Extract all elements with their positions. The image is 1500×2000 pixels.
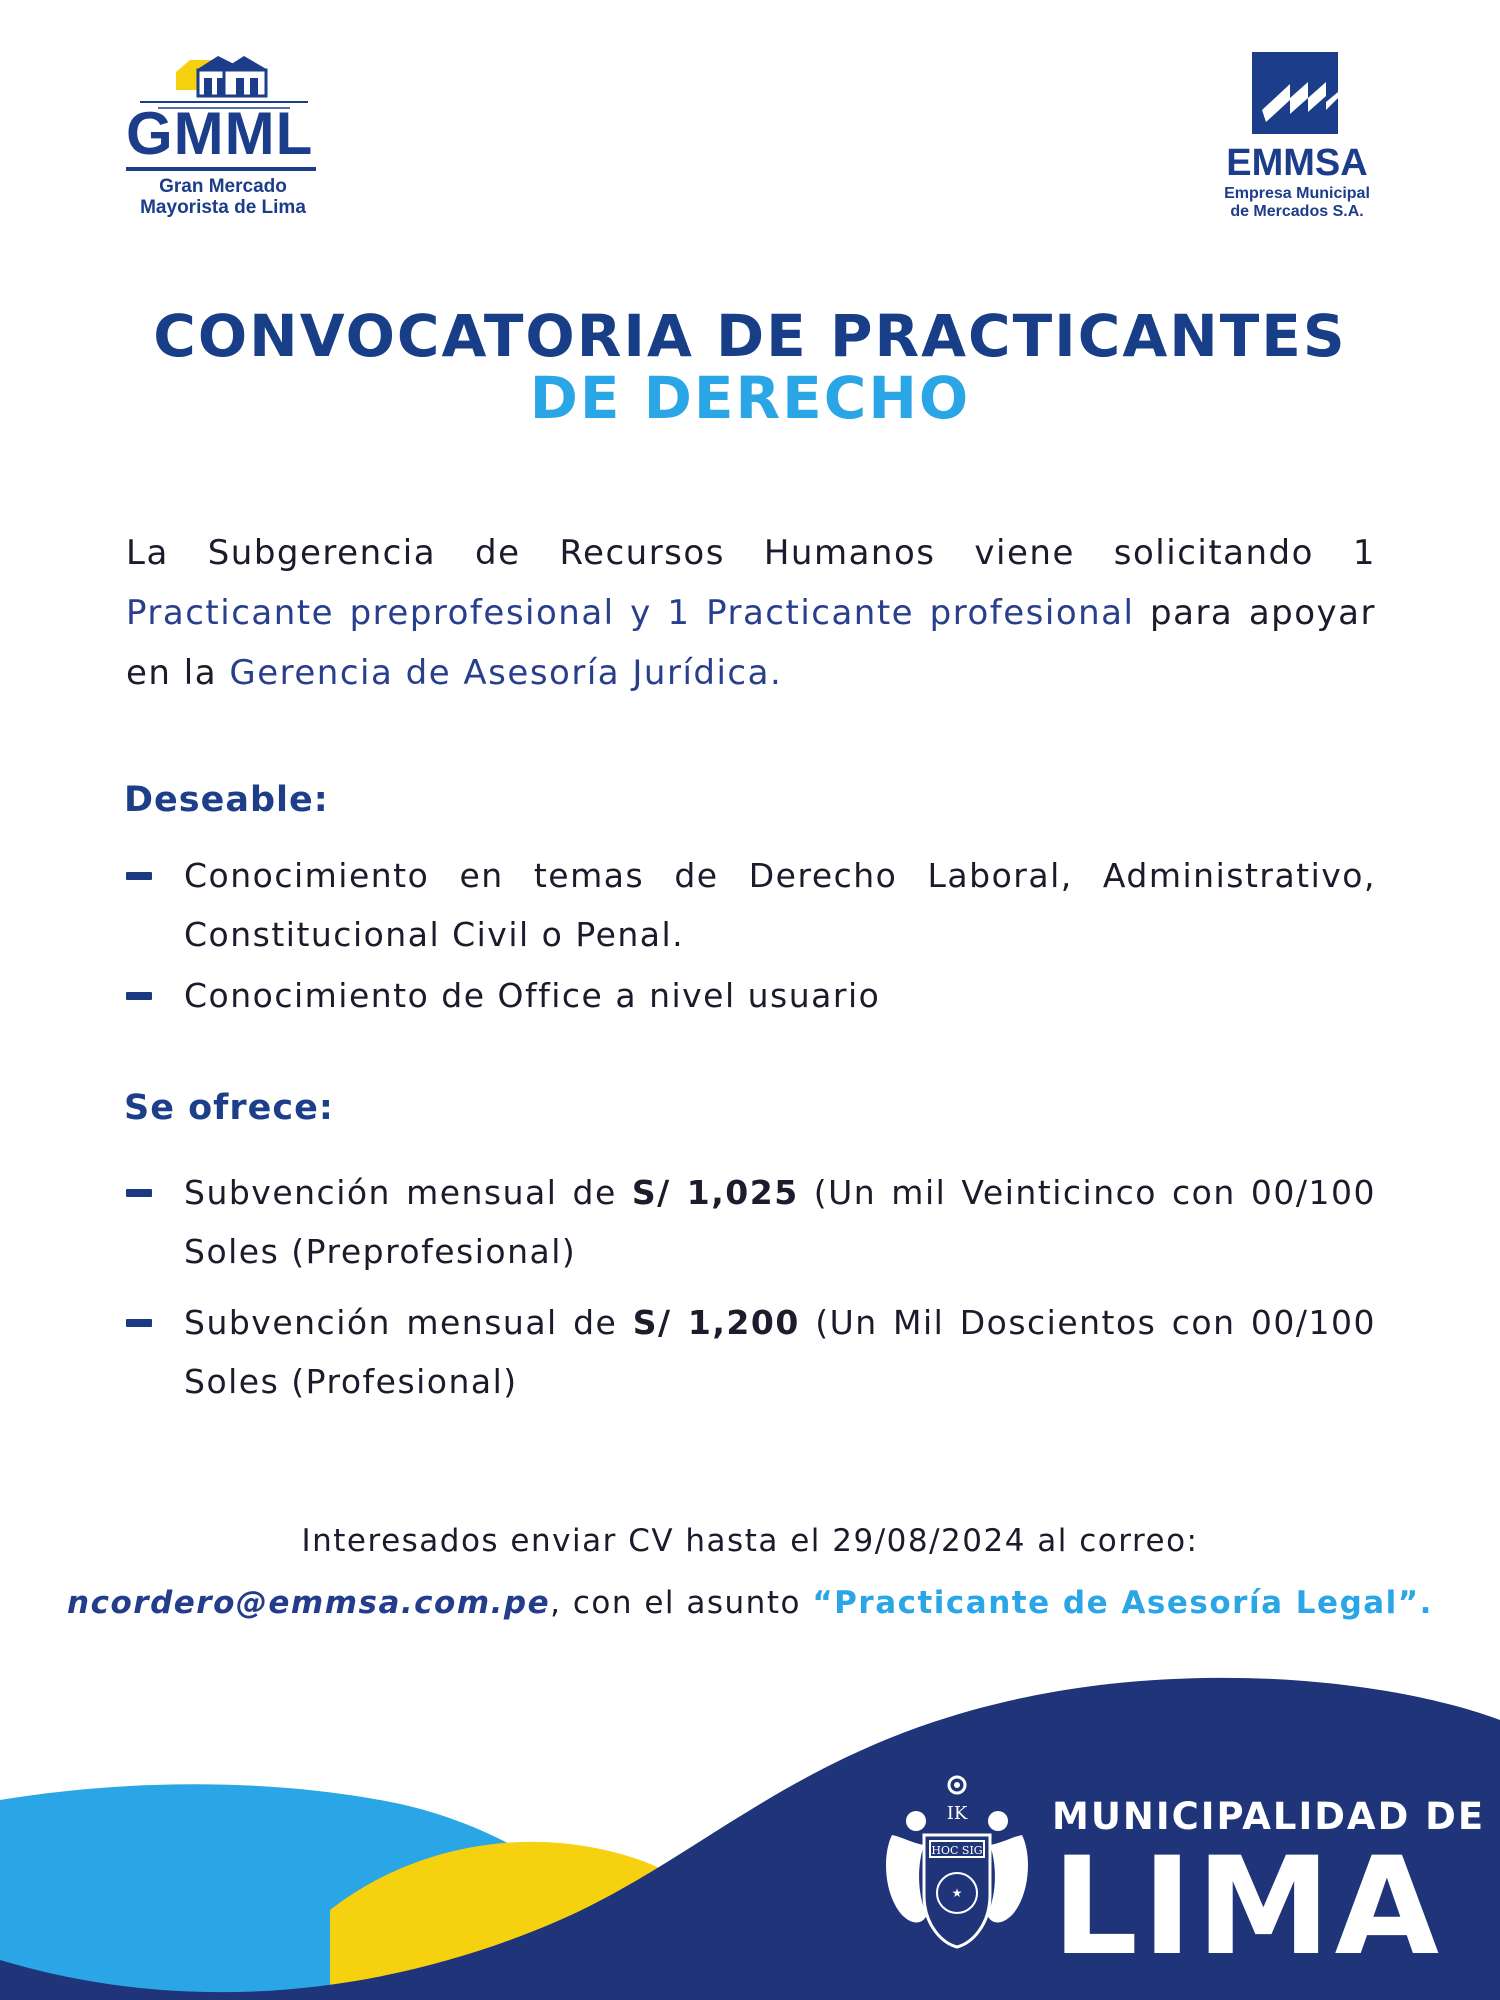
email-line [0,1572,1500,1634]
intro-text-1: La Subgerencia de Recursos Humanos viene solicitando 1 [126,533,1376,573]
emmsa-line2: de Mercados S.A. [1230,203,1364,220]
municipalidad-wordmark [1052,1795,1486,1985]
intro-paragraph [126,523,1376,703]
deadline-text: Interesados enviar CV hasta el 29/08/2024 al correo: [301,1523,1199,1559]
deseable-item-text: Conocimiento de Office a nivel usuario [184,976,881,1015]
ofrece-list [126,1163,1376,1423]
ofrece-item-pre: Subvención mensual de [184,1303,633,1342]
intro-highlight-department: Gerencia de Asesoría Jurídica. [229,653,783,693]
emmsa-acronym: EMMSA [1226,142,1368,184]
application-instructions [0,1510,1500,1634]
gmml-line1: Gran Mercado [159,176,287,197]
emmsa-emblem-icon [1252,52,1338,134]
intro-text-2: para apoyar en la [126,593,1376,693]
svg-text:IK: IK [946,1803,968,1824]
emmsa-logo [1212,52,1382,227]
gmml-line2: Mayorista de Lima [140,197,306,218]
ofrece-item-amount: S/ 1,025 [631,1173,799,1212]
list-item [126,1293,1376,1411]
svg-text:★: ★ [951,1886,963,1900]
title-line2: DE DERECHO [529,364,971,432]
ofrece-item-amount: S/ 1,200 [632,1303,800,1342]
svg-text:HOC SIG: HOC SIG [931,1844,983,1857]
gmml-underline [126,167,316,171]
municipalidad-line2: LIMA [1052,1828,1444,1985]
dash-bullet-icon [126,992,152,1000]
page-title [0,302,1500,432]
ofrece-item-post: (Un mil Veinticinco con 00/100 Soles (Preprofesional) [184,1173,1376,1271]
ofrece-item-pre: Subvención mensual de [184,1173,632,1212]
email-line-mid: , con el asunto [550,1585,813,1621]
gmml-acronym: GMML [126,100,314,167]
gmml-logo [118,50,328,225]
list-item [126,846,1376,964]
dash-bullet-icon [126,872,152,880]
list-item [126,1163,1376,1281]
emmsa-line1: Empresa Municipal [1224,185,1370,202]
lima-coat-of-arms-icon [872,1775,1042,1950]
dash-bullet-icon [126,1319,152,1327]
deseable-heading: Deseable: [124,780,329,820]
deseable-list [126,846,1376,1027]
title-line1: CONVOCATORIA DE PRACTICANTES [153,302,1347,370]
email-subject: “Practicante de Asesoría Legal”. [812,1585,1433,1621]
ofrece-item-post: (Un Mil Doscientos con 00/100 Soles (Profesional) [184,1303,1376,1401]
deseable-item-text: Conocimiento en temas de Derecho Laboral, Administrativo, Constitucional Civil o Penal. [184,856,1376,954]
municipalidad-line1: MUNICIPALIDAD DE [1052,1795,1486,1838]
list-item [126,966,1376,1025]
contact-email-link[interactable]: ncordero@emmsa.com.pe [67,1585,551,1621]
ofrece-heading: Se ofrece: [124,1088,334,1128]
intro-highlight-positions: Practicante preprofesional y 1 Practicante profesional [126,593,1135,633]
dash-bullet-icon [126,1189,152,1197]
